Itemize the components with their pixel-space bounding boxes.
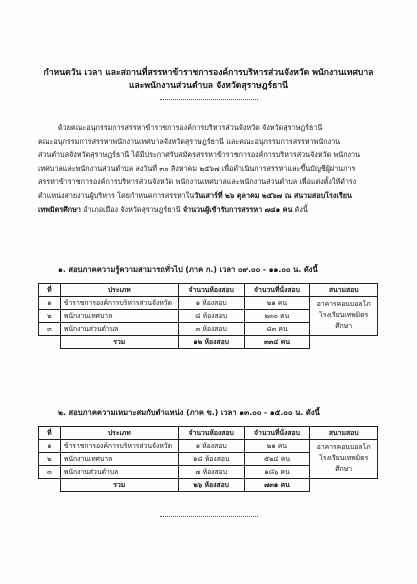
row-seats: ๘๓ คน [244,323,310,336]
blank-cell [310,479,378,492]
total-row [39,479,378,492]
total-seats: ๗๓๑ คน [244,479,310,492]
document-title-line1: กำหนดวัน เวลา และสถานที่สรรหาข้าราชการองค์การบริหารส่วนจังหวัด พนักงานเทศบาล [43,68,374,78]
paragraph-line: ส่วนตำบลจังหวัดสุราษฎร์ธานี ได้มีประกาศรับสมัครสรรหาข้าราชการองค์การบริหารส่วนจังหวัด พนักงาน [38,150,361,160]
paragraph-line: สรรหาข้าราชการองค์การบริหารส่วนจังหวัด พนักงานเทศบาลและพนักงานส่วนตำบล เพื่อแต่งตั้งให้ดำรง [38,177,357,187]
row-number: ๓ [39,466,61,479]
column-header: จำนวนห้องสอบ [178,284,244,297]
row-type: พนักงานเทศบาล [60,310,178,323]
section2-table [38,426,378,492]
column-header: ประเภท [60,427,178,440]
total-label: รวม [60,479,178,492]
column-header: สนามสอบ [310,284,378,297]
row-type: พนักงานส่วนตำบล [60,466,178,479]
exam-date-text: วันเสาร์ที่ ๒๖ ตุลาคม ๒๕๖๗ ณ สนามสอบโรงเรียน [194,190,352,200]
row-rooms: ๘ ห้องสอบ [178,310,244,323]
column-header: จำนวนที่นั่งสอบ [244,284,310,297]
row-rooms: ๑ ห้องสอบ [178,297,244,310]
table-header-row [39,284,378,297]
row-number: ๒ [39,310,61,323]
column-header: สนามสอบ [310,427,378,440]
paragraph-text: ตำแหน่งสายงานผู้บริหาร โดยกำหนดการสรรหาใน [38,190,195,200]
row-number: ๑ [39,440,61,453]
section1-table [38,283,378,349]
paragraph-line: คณะอนุกรรมการสรรหาพนักงานเทศบาลจังหวัดสุราษฎร์ธานี และคณะอนุกรรมการสรรหาพนักงาน [38,136,341,146]
table-header-row [39,427,378,440]
blank-cell [39,479,61,492]
row-seats: ๒๑ คน [244,440,310,453]
paragraph-text: ดังนี้ [292,204,308,214]
section2-heading: ๒. สอบภาคความเหมาะสมกับตำแหน่ง (ภาค ข.) เวลา ๑๓.๐๐ - ๑๕.๐๐ น. ดังนี้ [58,408,320,417]
column-header: ประเภท [60,284,178,297]
column-header: ที่ [39,427,61,440]
row-type: พนักงานเทศบาล [60,453,178,466]
exam-venue: อาคารคอนบอลโภ โรงเรียนเทพมิตร ศึกษา [310,440,378,479]
table-row [39,440,378,453]
blank-cell [310,336,378,349]
row-type: ข้าราชการองค์การบริหารส่วนจังหวัด [60,297,178,310]
row-rooms: ๗ ห้องสอบ [178,466,244,479]
row-rooms: ๑๘ ห้องสอบ [178,453,244,466]
paragraph-line: ด้วยคณะอนุกรรมการสรรหาข้าราชการองค์การบริหารส่วนจังหวัด จังหวัดสุราษฎร์ธานี [58,123,323,132]
paragraph-line [38,203,378,217]
row-number: ๓ [39,323,61,336]
column-header: ที่ [39,284,61,297]
paragraph-line: เทศบาลและพนักงานส่วนตำบล ลงวันที่ ๓๐ สิงหาคม ๒๕๖๗ เพื่อดำเนินการสรรหาและขึ้นบัญชีผู้ผ่านการ [38,163,356,173]
intro-paragraph [38,121,378,216]
total-rooms: ๑๒ ห้องสอบ [178,336,244,349]
candidate-count-text: จำนวนผู้เข้ารับการสรรหา ๗๘๑ คน [182,204,293,214]
title-divider [160,99,258,100]
section1-heading: ๑. สอบภาคความรู้ความสามารถทั่วไป (ภาค ก.) เวลา ๐๙.๐๐ - ๑๑.๐๐ น. ดังนี้ [58,265,318,274]
total-row [39,336,378,349]
row-seats: ๑๘๖ คน [244,466,310,479]
paragraph-line [38,189,378,203]
blank-cell [39,336,61,349]
row-number: ๒ [39,453,61,466]
row-type: ข้าราชการองค์การบริหารส่วนจังหวัด [60,440,178,453]
row-rooms: ๓ ห้องสอบ [178,323,244,336]
row-rooms: ๑ ห้องสอบ [178,440,244,453]
total-seats: ๓๓๔ คน [244,336,310,349]
row-seats: ๒๑ คน [244,297,310,310]
column-header: จำนวนที่นั่งสอบ [244,427,310,440]
row-seats: ๕๒๔ คน [244,453,310,466]
school-name-text: เทพมิตรศึกษา [38,204,81,214]
exam-venue: อาคารคอนบอลโภ โรงเรียนเทพมิตร ศึกษา [310,297,378,336]
row-seats: ๒๓๐ คน [244,310,310,323]
footer-divider [160,516,258,517]
row-number: ๑ [39,297,61,310]
column-header: จำนวนห้องสอบ [178,427,244,440]
document-title-line2: และพนักงานส่วนตำบล จังหวัดสุราษฎร์ธานี [128,81,289,91]
table-row [39,297,378,310]
total-rooms: ๒๖ ห้องสอบ [178,479,244,492]
row-type: พนักงานส่วนตำบล [60,323,178,336]
paragraph-text: อำเภอเมือง จังหวัดสุราษฎร์ธานี [80,204,183,214]
total-label: รวม [60,336,178,349]
